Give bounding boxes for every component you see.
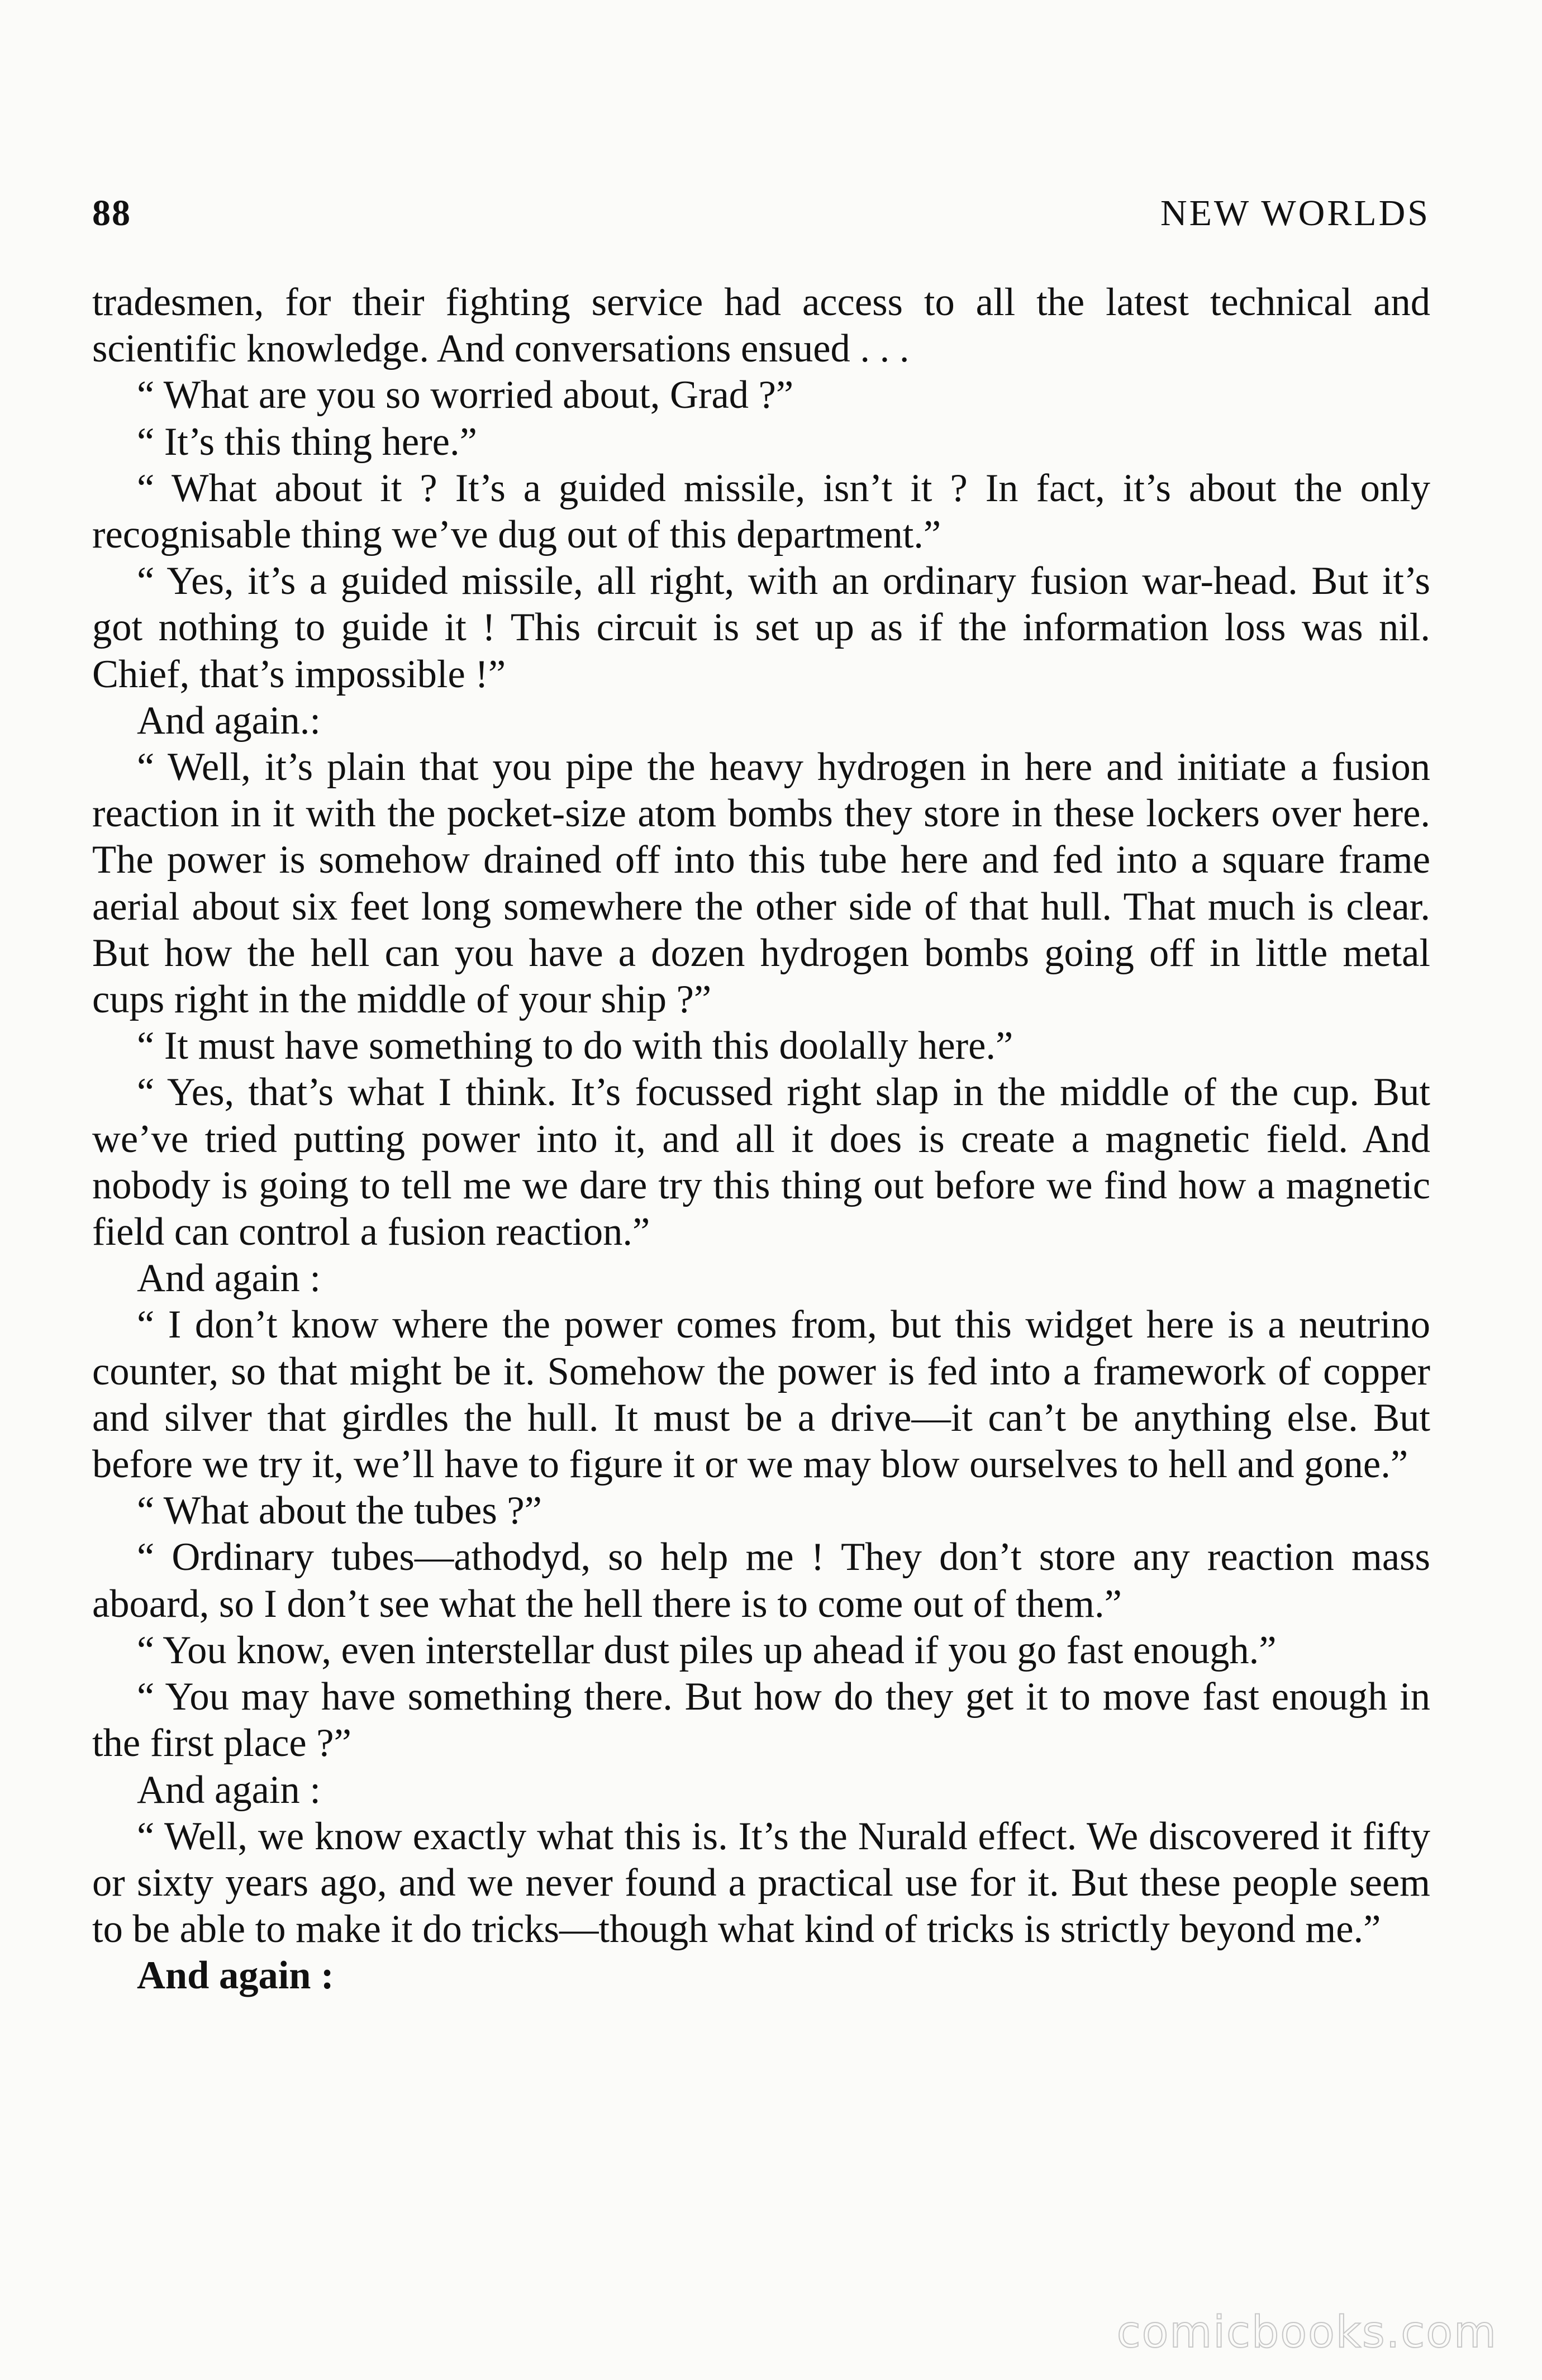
page-header [92, 190, 1430, 235]
paragraph: “ I don’t know where the power comes from, but this widget here is a neutrino counter, so that might be it. Somehow the power is fed into a framework of copper and silver that girdles the hull. It must be a drive—it can’t be anything else. But before we try it, we’ll have to figure it or we may blow ourselves to hell and gone.” [92, 1303, 1430, 1487]
page-number: 88 [92, 193, 131, 234]
paragraph: And again.: [137, 698, 321, 742]
body-text [92, 279, 1430, 2000]
paragraph: “ Well, we know exactly what this is. It’s the Nurald effect. We discovered it fifty or sixty years ago, and we never found a practical use for it. But these people seem to be able to make it do tricks—though what kind of tricks is strictly beyond me.” [92, 1814, 1430, 1951]
running-title: NEW WORLDS [1160, 193, 1430, 234]
paragraph: “ What about the tubes ?” [137, 1489, 542, 1533]
paragraph: “ Yes, that’s what I think. It’s focussed right slap in the middle of the cup. But we’ve tried putting power into it, and all it does is create a magnetic field. And nobody is going to tell me we dare try this thing out before we find how a magnetic field can control a fusion reaction.” [92, 1070, 1430, 1254]
paragraph: “ You know, even interstellar dust piles up ahead if you go fast enough.” [137, 1628, 1277, 1672]
paragraph: “ Ordinary tubes—athodyd, so help me ! They don’t store any reaction mass aboard, so I don’t see what the hell there is to come out of them.” [92, 1535, 1430, 1626]
paragraph: “ It’s this thing here.” [137, 420, 477, 464]
paragraph: tradesmen, for their fighting service had access to all the latest technical and scientific knowledge. And conversations ensued . . . [92, 280, 1430, 371]
paragraph: “ Well, it’s plain that you pipe the heavy hydrogen in here and initiate a fusion reaction in it with the pocket-size atom bombs they store in these lockers over here. The power is somehow drained off into this tube here and fed into a square frame aerial about six feet long somewhere the other side of that hull. That much is clear. But how the hell can you have a dozen hydrogen bombs going off in little metal cups right in the middle of your ship ?” [92, 745, 1430, 1022]
paragraph: “ What are you so worried about, Grad ?” [137, 373, 794, 417]
paragraph: “ Yes, it’s a guided missile, all right, with an ordinary fusion war-head. But it’s got nothing to guide it ! This circuit is set up as if the information loss was nil. Chief, that’s impossible !” [92, 559, 1430, 696]
paragraph: And again : [137, 1954, 334, 1998]
paragraph: And again : [137, 1768, 321, 1812]
paragraph: “ It must have something to do with this doolally here.” [137, 1024, 1013, 1068]
paragraph: “ What about it ? It’s a guided missile, isn’t it ? In fact, it’s about the only recognisable thing we’ve dug out of this department.” [92, 466, 1430, 557]
paragraph: “ You may have something there. But how do they get it to move fast enough in the first place ?” [92, 1675, 1430, 1765]
watermark-logo: comicbooks.com [1116, 2307, 1497, 2358]
paragraph: And again : [137, 1256, 321, 1301]
